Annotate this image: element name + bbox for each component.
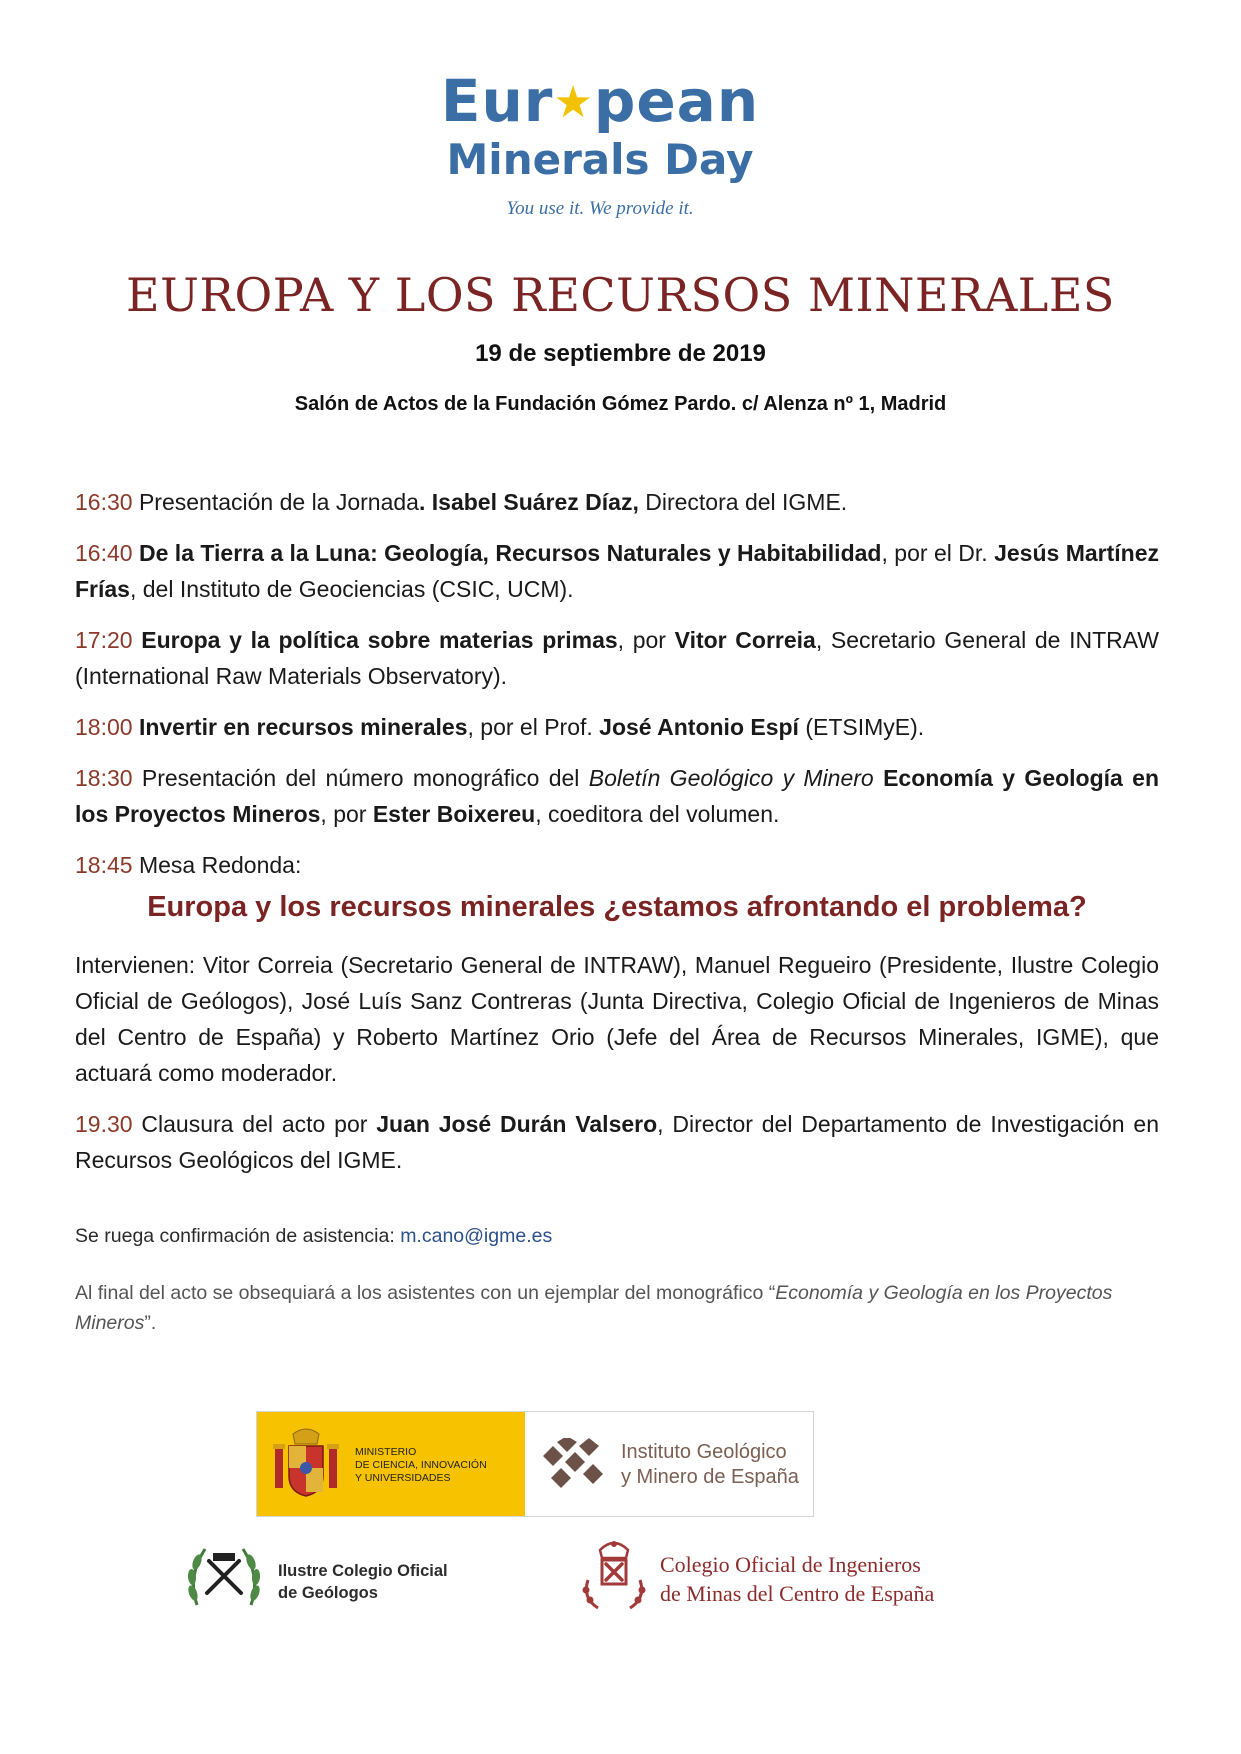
gift-book-title: Economía y Geología en los Proyectos Mineros — [75, 1282, 1113, 1334]
program-item-1640 — [75, 535, 1159, 607]
logo-word-part1: Eur — [440, 67, 554, 135]
european-minerals-day-logo — [430, 68, 770, 218]
item-text: (ETSIMyE). — [798, 714, 925, 740]
program-item-1830 — [75, 760, 1159, 832]
item-text: , Director del Departamento de Investigación en Recursos Geológicos del IGME. — [75, 1111, 1159, 1173]
event-venue: Salón de Actos de la Fundación Gómez Pardo. c/ Alenza nº 1, Madrid — [294, 393, 947, 415]
item-text: Clausura del acto por — [132, 1111, 377, 1137]
igme-line: y Minero de España — [621, 1466, 799, 1488]
item-text: , por el Prof. — [467, 714, 600, 740]
event-date: 19 de septiembre de 2019 — [475, 340, 766, 367]
ministry-line: DE CIENCIA, INNOVACIÓN — [355, 1459, 487, 1471]
time-label: 19.30 — [75, 1111, 133, 1137]
talk-title: Economía y Geología en los Proyectos Mineros — [75, 765, 1160, 827]
time-label: 18:00 — [75, 714, 133, 740]
item-text: , Secretario General de INTRAW (International Raw Materials Observatory). — [75, 627, 1159, 689]
speaker-name: Vitor Correia — [674, 627, 816, 653]
ministry-logo — [257, 1412, 525, 1516]
igme-name — [621, 1440, 799, 1490]
program-list — [75, 484, 1159, 1193]
item-text: , coeditora del volumen. — [535, 801, 780, 827]
journal-name: Boletín Geológico y Minero — [588, 765, 874, 791]
page-title: EUROPA Y LOS RECURSOS MINERALES — [126, 268, 1115, 322]
rsvp-line — [75, 1225, 1159, 1248]
coim-line: Colegio Oficial de Ingenieros — [660, 1552, 921, 1577]
time-label: 17:20 — [75, 627, 133, 653]
logo-line2: Minerals Day — [446, 135, 754, 184]
item-text: , del Instituto de Geociencias (CSIC, UCM). — [129, 576, 574, 602]
ministry-line: Y UNIVERSIDADES — [355, 1472, 451, 1484]
logo-word-part2: pean — [593, 67, 760, 135]
icog-line: Ilustre Colegio Oficial — [278, 1562, 448, 1580]
time-label: 16:30 — [75, 489, 133, 515]
speaker-name: . Isabel Suárez Díaz, — [418, 489, 639, 515]
ministry-line: MINISTERIO — [355, 1446, 417, 1458]
item-text: Presentación del número monográfico del — [132, 765, 589, 791]
logo-line1 — [430, 68, 770, 134]
gift-text-end: ”. — [144, 1312, 157, 1334]
program-item-1845 — [75, 847, 1159, 883]
program-item-1720 — [75, 622, 1159, 694]
roundtable-speakers: Intervienen: Vitor Correia (Secretario General de INTRAW), Manuel Regueiro (Presidente, Ilustre Colegio Oficial de Geólogos), José Luís Sanz Contreras (Junta Directiva, Colegio Oficial de Ingenieros de Minas del Centro de España) y Roberto Martínez Orio (Jefe del Área de Recursos Minerales, IGME), que actuará como moderador. — [75, 952, 1159, 1086]
gift-text: Al final del acto se obsequiará a los asistentes con un ejemplar del monográfico “ — [75, 1282, 776, 1304]
item-text: Mesa Redonda: — [132, 852, 302, 878]
igme-line: Instituto Geológico — [621, 1441, 787, 1463]
gift-note — [75, 1278, 1159, 1338]
coim-line: de Minas del Centro de España — [660, 1581, 935, 1606]
time-label: 18:45 — [75, 852, 133, 878]
icog-laurel-emblem-icon — [183, 1535, 265, 1619]
item-text: Directora del IGME. — [638, 489, 848, 515]
ministry-name — [355, 1446, 523, 1485]
rsvp-email-link[interactable]: m.cano@igme.es — [400, 1225, 553, 1247]
roundtable-title: Europa y los recursos minerales ¿estamos afrontando el problema? — [147, 891, 1087, 923]
talk-title: Invertir en recursos minerales — [132, 714, 468, 740]
item-text: , por el Dr. — [881, 540, 995, 566]
program-item-1930 — [75, 1106, 1159, 1178]
star-icon: ★ — [553, 77, 594, 128]
item-text: , por — [320, 801, 373, 827]
icog-line: de Geólogos — [278, 1584, 378, 1602]
government-logo-banner — [256, 1411, 814, 1517]
rsvp-label: Se ruega confirmación de asistencia: — [75, 1225, 401, 1247]
item-text: , por — [617, 627, 675, 653]
speaker-name: José Antonio Espí — [599, 714, 799, 740]
speaker-name: Juan José Durán Valsero — [376, 1111, 658, 1137]
talk-title: Europa y la política sobre materias primas — [132, 627, 618, 653]
coim-emblem-icon — [578, 1536, 650, 1616]
program-item-1630 — [75, 484, 1159, 520]
program-item-1800 — [75, 709, 1159, 745]
item-text: Presentación de la Jornada — [132, 489, 419, 515]
time-label: 18:30 — [75, 765, 133, 791]
spanish-coat-of-arms-icon — [271, 1426, 341, 1502]
time-label: 16:40 — [75, 540, 133, 566]
logo-tagline: You use it. We provide it. — [506, 198, 694, 219]
talk-title: De la Tierra a la Luna: Geología, Recursos Naturales y Habitabilidad — [132, 540, 882, 566]
coim-name — [660, 1550, 934, 1608]
icog-name — [278, 1560, 448, 1604]
speaker-name: Jesús Martínez Frías — [75, 540, 1160, 602]
igme-logo-icon — [543, 1438, 607, 1492]
speaker-name: Ester Boixereu — [372, 801, 536, 827]
